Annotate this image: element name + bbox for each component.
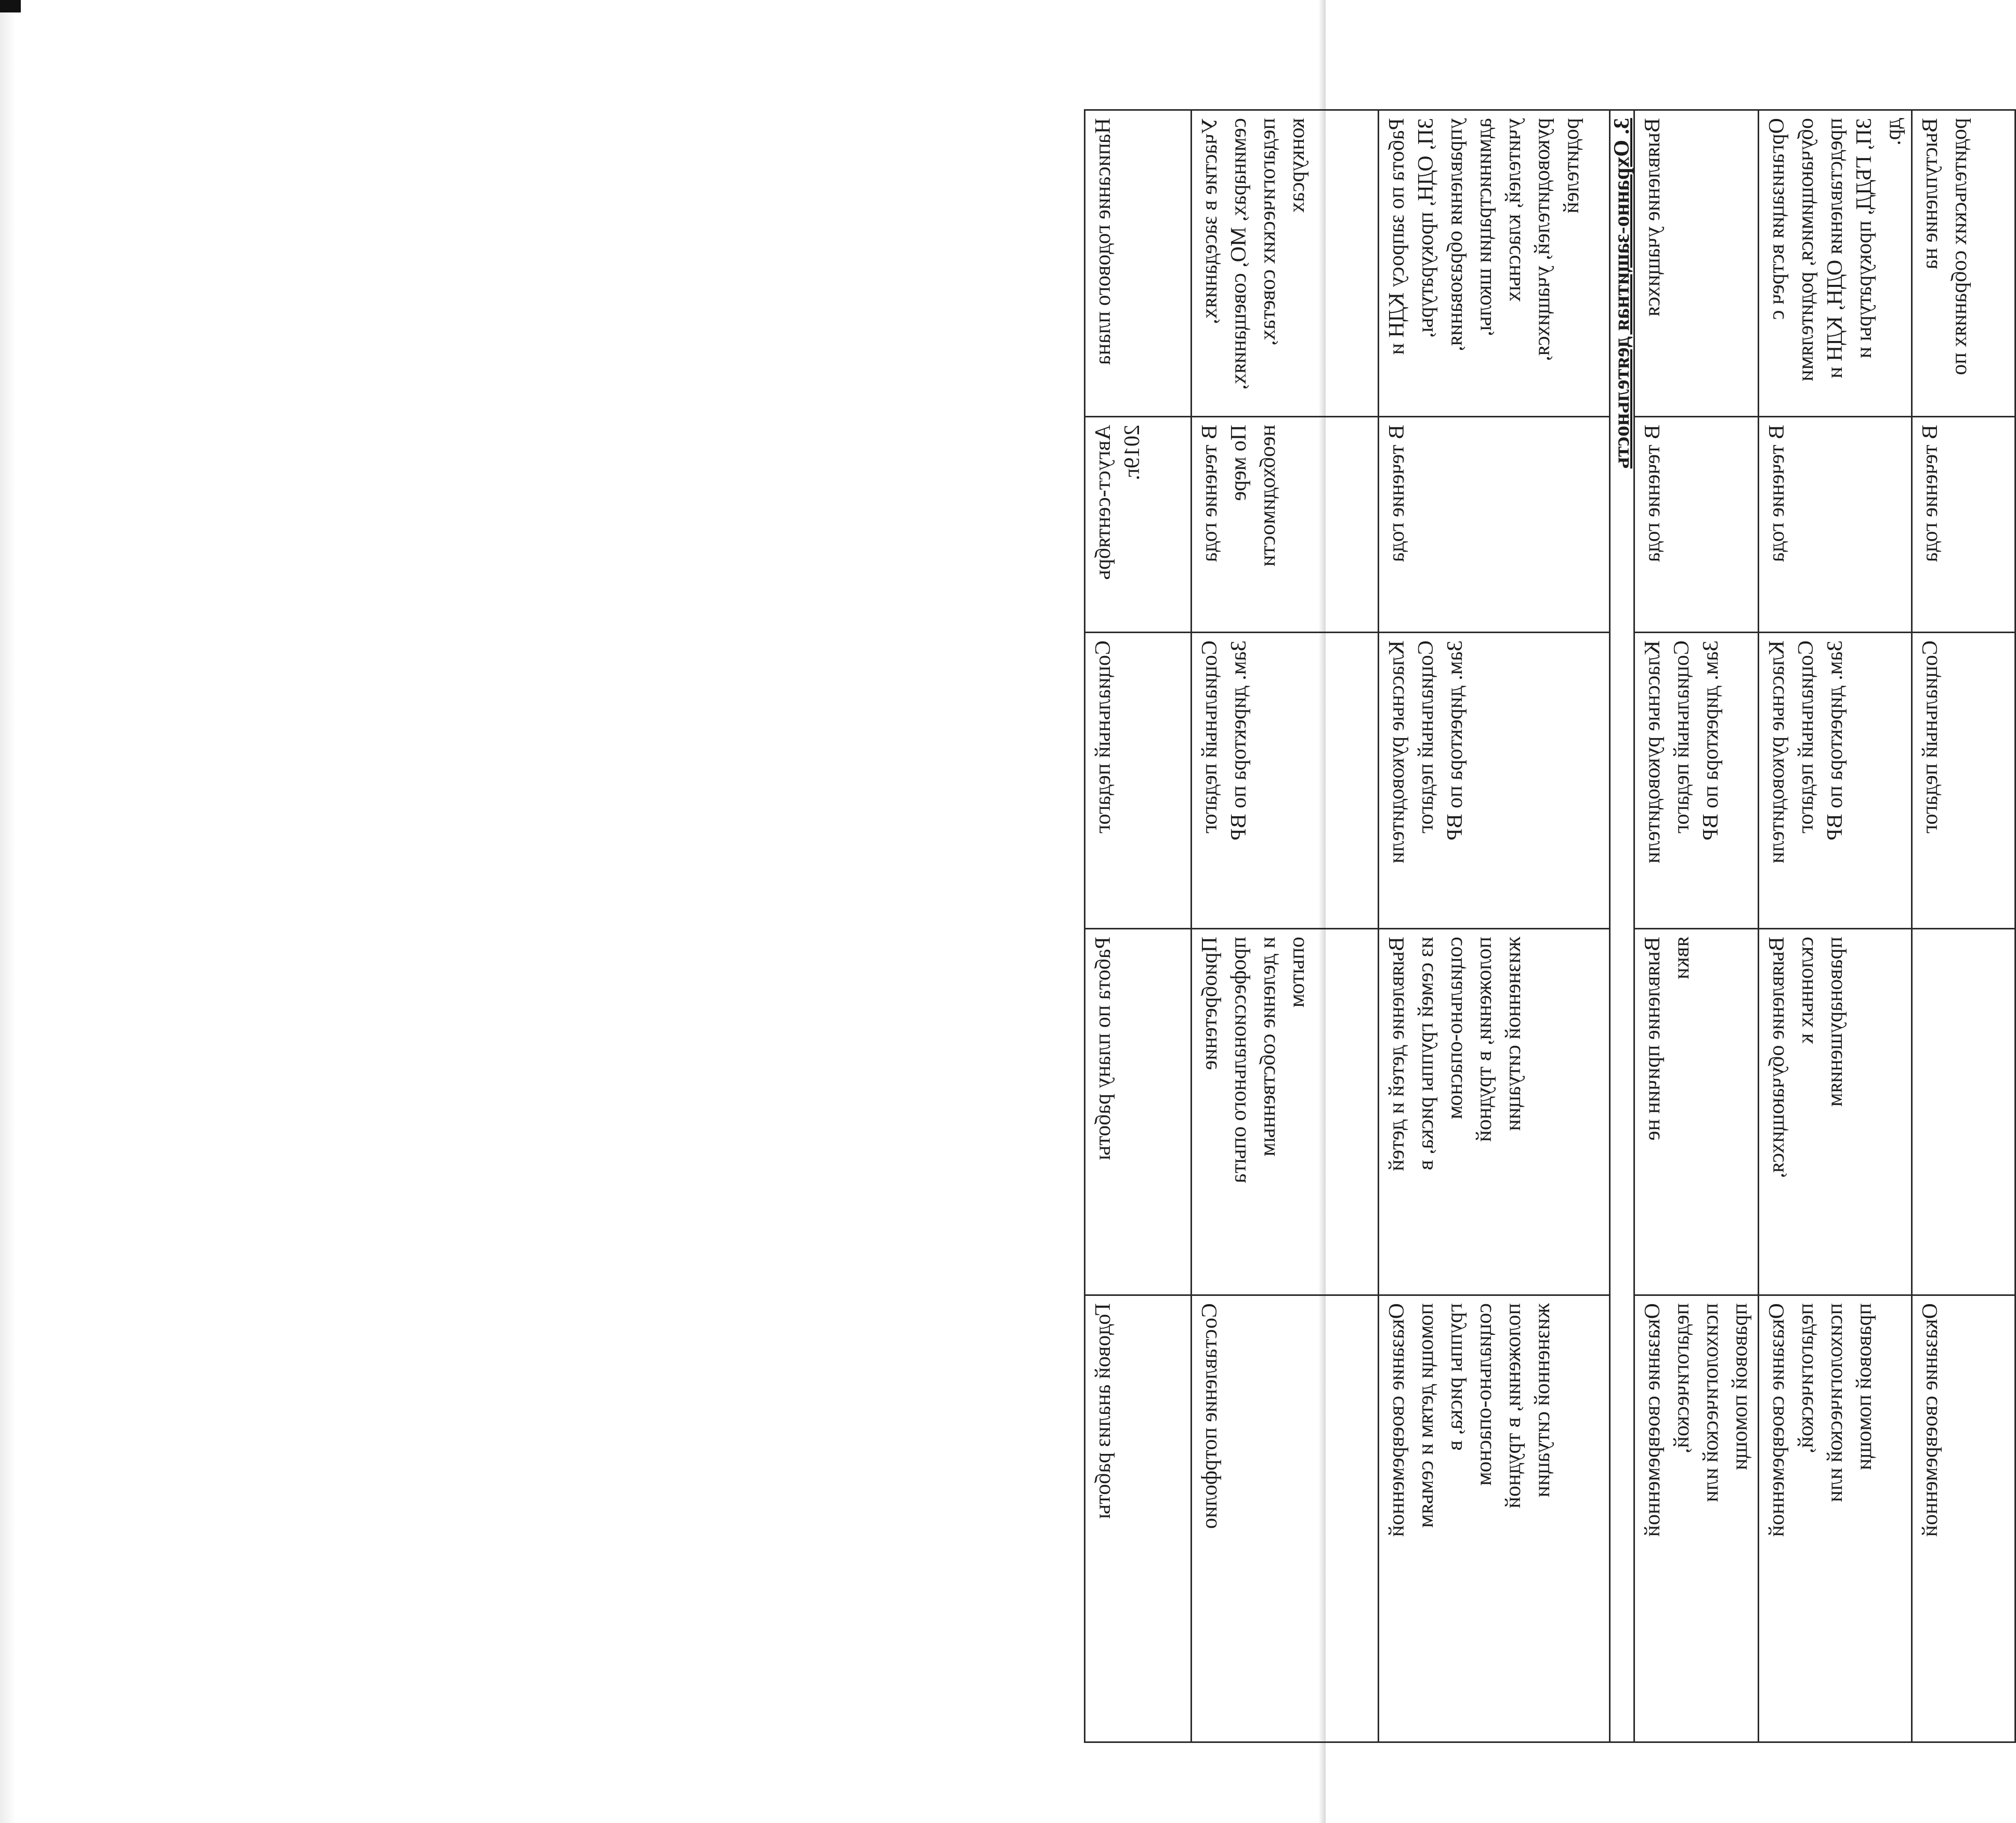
- cell-line: социально-опасном: [1472, 1303, 1496, 1486]
- cell-line: социально-опасном: [1443, 937, 1467, 1120]
- cell-line: Социальный педагог: [1198, 640, 1222, 834]
- purpose-cell: [1759, 929, 1912, 1295]
- cell-line: Зам. директора по ВР: [1443, 640, 1467, 841]
- cell-line: жизненной ситуации: [1530, 1303, 1554, 1498]
- scan-shadow-left: [0, 0, 16, 1823]
- cell-line: Оказание своевременной: [1385, 1303, 1409, 1537]
- cell-line: др.: [1881, 118, 1905, 146]
- table-row: [1610, 110, 1634, 1742]
- cell-line: Участие в заседаниях,: [1198, 118, 1222, 324]
- timing-cell: [1759, 417, 1912, 633]
- cell-line: Зам. директора по ВР: [1823, 640, 1847, 841]
- cell-line: представления ОДН, КДН и: [1823, 118, 1847, 378]
- purpose-cell: [1634, 929, 1759, 1295]
- cell-line: психологической или: [1699, 1303, 1723, 1502]
- cell-line: Работа по плану работы: [1091, 937, 1115, 1160]
- work-plan-table: [1084, 109, 2016, 1743]
- result-cell: [1634, 1295, 1759, 1742]
- cell-line: учителей, классных: [1501, 118, 1525, 302]
- purpose-cell: [1379, 929, 1610, 1295]
- cell-line: ЗП, ГБДД, прокуратуры и: [1852, 118, 1876, 359]
- cell-line: Приобретение: [1198, 937, 1222, 1070]
- cell-line: помощи детям и семьям: [1414, 1303, 1438, 1528]
- cell-line: Социальный педагог: [1794, 640, 1818, 834]
- activity-cell: [1759, 110, 1912, 417]
- table-row: [1634, 110, 1759, 1742]
- cell-line: Классные руководители: [1641, 640, 1665, 864]
- table-row: [1759, 110, 1912, 1742]
- cell-line: склонных к: [1794, 937, 1818, 1044]
- rotated-plan-table: [1084, 109, 1981, 1741]
- activity-cell: [1379, 110, 1610, 417]
- result-cell: [1759, 1295, 1912, 1742]
- cell-line: ЗП, ОДН, прокуратуры,: [1414, 118, 1438, 338]
- result-cell: [1192, 1295, 1379, 1742]
- cell-line: явки: [1670, 937, 1694, 980]
- cell-line: и деление собственным: [1256, 937, 1280, 1157]
- activity-cell: [1912, 110, 2015, 417]
- cell-line: Оказание своевременной: [1918, 1303, 1942, 1537]
- table-row: [1192, 110, 1379, 1742]
- timing-cell: [1634, 417, 1759, 633]
- cell-line: Выявление обучающихся,: [1765, 937, 1789, 1178]
- cell-line: В течение года: [1765, 425, 1789, 562]
- cell-line: необходимости: [1256, 425, 1280, 567]
- cell-line: Социальный педагог: [1918, 640, 1942, 834]
- cell-line: В течение года: [1641, 425, 1665, 562]
- cell-line: Выявление причин не: [1641, 937, 1665, 1141]
- purpose-cell: [1912, 929, 2015, 1295]
- cell-line: опытом: [1285, 937, 1309, 1008]
- timing-cell: [1379, 417, 1610, 633]
- responsible-cell: [1634, 633, 1759, 929]
- cell-line: Социальный педагог: [1670, 640, 1694, 834]
- cell-line: педагогической,: [1794, 1303, 1818, 1454]
- cell-line: конкурсах: [1285, 118, 1309, 213]
- table-row: [1085, 110, 1192, 1742]
- cell-line: Классные руководители: [1385, 640, 1409, 864]
- cell-line: администрации школы,: [1472, 118, 1496, 336]
- cell-line: Выступление на: [1918, 118, 1942, 269]
- purpose-cell: [1192, 929, 1379, 1295]
- cell-line: Зам. директора по ВР: [1699, 640, 1723, 841]
- cell-line: обучающимися, родителями: [1794, 118, 1818, 382]
- cell-line: В течение года: [1918, 425, 1942, 562]
- cell-line: управления образования,: [1443, 118, 1467, 351]
- cell-line: правонарушениям: [1823, 937, 1847, 1107]
- activity-cell: [1634, 110, 1759, 417]
- cell-line: правовой помощи: [1728, 1303, 1752, 1471]
- cell-line: Оказание своевременной: [1765, 1303, 1789, 1537]
- responsible-cell: [1759, 633, 1912, 929]
- responsible-cell: [1379, 633, 1610, 929]
- cell-line: положении, в трудной: [1501, 1303, 1525, 1509]
- cell-line: Социальный педагог: [1091, 640, 1115, 834]
- cell-line: педагогических советах,: [1256, 118, 1280, 346]
- activity-cell: [1192, 110, 1379, 417]
- timing-cell: [1085, 417, 1192, 633]
- cell-line: Годовой анализ работы: [1091, 1303, 1115, 1519]
- cell-line: психологической или: [1823, 1303, 1847, 1502]
- table-row: [1379, 110, 1610, 1742]
- purpose-cell: [1085, 929, 1192, 1295]
- cell-line: профессионального опыта: [1227, 937, 1251, 1184]
- cell-line: Работа по запросу КДН и: [1385, 118, 1409, 355]
- responsible-cell: [1192, 633, 1379, 929]
- cell-line: В течение года: [1198, 425, 1222, 562]
- activity-cell: [1085, 110, 1192, 417]
- table-row: [1912, 110, 2015, 1742]
- scan-corner-mark: [0, 0, 21, 12]
- cell-line: Август-сентябрь 2019г.: [1091, 425, 1144, 580]
- cell-line: руководителей, учащихся,: [1530, 118, 1554, 361]
- cell-line: из семей группы риска, в: [1414, 937, 1438, 1171]
- cell-line: положении, в трудной: [1472, 937, 1496, 1142]
- cell-line: В течение года: [1385, 425, 1409, 562]
- cell-line: семинарах, МО, совещаниях,: [1227, 118, 1251, 390]
- cell-line: По мере: [1227, 425, 1251, 501]
- responsible-cell: [1085, 633, 1192, 929]
- cell-line: Написание годового плана: [1091, 118, 1115, 365]
- responsible-cell: [1912, 633, 2015, 929]
- cell-line: Социальный педагог: [1414, 640, 1438, 834]
- cell-line: Классные руководители: [1765, 640, 1789, 864]
- cell-line: группы риска, в: [1443, 1303, 1467, 1451]
- cell-line: Оказание своевременной: [1641, 1303, 1665, 1537]
- cell-line: родителей: [1560, 118, 1583, 214]
- cell-line: педагогической,: [1670, 1303, 1694, 1454]
- section-heading: 3. Охранно-защитная деятельность: [1610, 110, 1634, 1742]
- cell-line: Организация встреч с: [1765, 118, 1789, 320]
- cell-line: Выявление детей и детей: [1385, 937, 1409, 1171]
- result-cell: [1912, 1295, 2015, 1742]
- cell-line: Выявление учащихся: [1641, 118, 1665, 317]
- cell-line: жизненной ситуации: [1501, 937, 1525, 1131]
- cell-line: Составление потрфолио: [1198, 1303, 1222, 1529]
- result-cell: [1085, 1295, 1192, 1742]
- timing-cell: [1912, 417, 2015, 633]
- cell-line: правовой помощи: [1852, 1303, 1876, 1471]
- table-body: [1085, 110, 2015, 1742]
- cell-line: Зам. директора по ВР: [1227, 640, 1251, 841]
- result-cell: [1379, 1295, 1610, 1742]
- timing-cell: [1192, 417, 1379, 633]
- cell-line: родительских собраниях по: [1947, 118, 1971, 375]
